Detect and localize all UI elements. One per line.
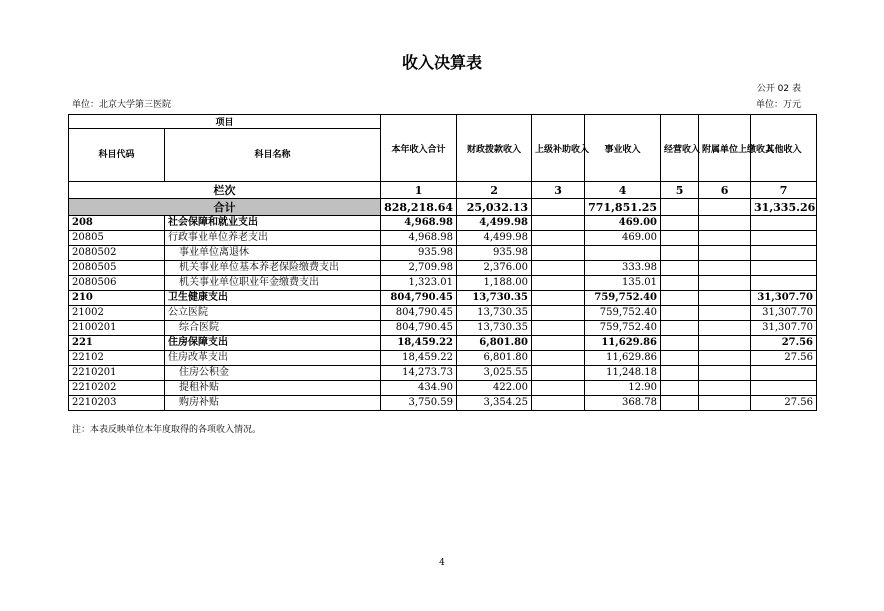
- value-cell: [699, 396, 751, 411]
- value-cell: [661, 276, 699, 291]
- value-cell: [532, 216, 585, 231]
- total-value: [661, 199, 699, 216]
- table-row: [69, 321, 817, 336]
- lanci-label: 栏次: [69, 182, 381, 199]
- header-item: 项目: [69, 115, 381, 129]
- value-cell: 12.90: [585, 381, 661, 396]
- subject-code: 2210203: [69, 396, 165, 411]
- total-label: 合计: [69, 199, 381, 216]
- value-cell: 13,730.35: [457, 306, 532, 321]
- value-cell: 4,499.98: [457, 231, 532, 246]
- value-cell: [532, 246, 585, 261]
- header-col-2: 财政拨款收入: [457, 115, 532, 182]
- header-subject-name: 科目名称: [165, 129, 381, 182]
- subject-code: 2210202: [69, 381, 165, 396]
- value-cell: [699, 261, 751, 276]
- value-cell: [751, 366, 817, 381]
- subject-code: 208: [69, 216, 165, 231]
- value-cell: [532, 291, 585, 306]
- value-cell: 135.01: [585, 276, 661, 291]
- value-cell: 31,307.70: [751, 306, 817, 321]
- income-table: [68, 114, 817, 411]
- table-row: [69, 381, 817, 396]
- value-cell: 6,801.80: [457, 351, 532, 366]
- value-cell: [699, 231, 751, 246]
- value-cell: [751, 231, 817, 246]
- subject-code: 2080502: [69, 246, 165, 261]
- subject-name: 公立医院: [165, 306, 381, 321]
- value-cell: 759,752.40: [585, 306, 661, 321]
- header-col-4: 事业收入: [585, 115, 661, 182]
- subject-code: 21002: [69, 306, 165, 321]
- subject-code: 210: [69, 291, 165, 306]
- subject-name: 行政事业单位养老支出: [165, 231, 381, 246]
- header-col-6: 附属单位上缴收入: [699, 115, 751, 182]
- value-cell: 422.00: [457, 381, 532, 396]
- table-row: [69, 216, 817, 231]
- table-row: [69, 336, 817, 351]
- subject-name: 事业单位离退休: [165, 246, 381, 261]
- total-value: 25,032.13: [457, 199, 532, 216]
- subject-code: 2080506: [69, 276, 165, 291]
- table-row: [69, 396, 817, 411]
- value-cell: [661, 306, 699, 321]
- value-cell: 1,323.01: [381, 276, 457, 291]
- subject-name: 住房保障支出: [165, 336, 381, 351]
- value-cell: [661, 231, 699, 246]
- value-cell: [699, 246, 751, 261]
- table-row: [69, 276, 817, 291]
- value-cell: 27.56: [751, 351, 817, 366]
- value-cell: [661, 246, 699, 261]
- table-row: [69, 306, 817, 321]
- value-cell: 1,188.00: [457, 276, 532, 291]
- value-cell: 2,376.00: [457, 261, 532, 276]
- value-cell: 4,968.98: [381, 216, 457, 231]
- value-cell: [699, 216, 751, 231]
- value-cell: 4,968.98: [381, 231, 457, 246]
- total-value: [699, 199, 751, 216]
- subject-name: 住房改革支出: [165, 351, 381, 366]
- value-cell: [661, 261, 699, 276]
- value-cell: [532, 261, 585, 276]
- value-cell: [751, 261, 817, 276]
- table-row: [69, 261, 817, 276]
- value-cell: [699, 336, 751, 351]
- value-cell: [661, 381, 699, 396]
- value-cell: [532, 321, 585, 336]
- lanci-num: 5: [661, 182, 699, 199]
- value-cell: 935.98: [381, 246, 457, 261]
- table-row: [69, 246, 817, 261]
- subject-name: 社会保障和就业支出: [165, 216, 381, 231]
- value-cell: [532, 381, 585, 396]
- unit-measure: 单位：万元: [755, 100, 801, 110]
- value-cell: 3,025.55: [457, 366, 532, 381]
- value-cell: [699, 276, 751, 291]
- page-number: 4: [439, 558, 445, 568]
- subject-code: 221: [69, 336, 165, 351]
- subject-name: 卫生健康支出: [165, 291, 381, 306]
- form-code: 公开 02 表: [756, 84, 801, 94]
- value-cell: 4,499.98: [457, 216, 532, 231]
- value-cell: 18,459.22: [381, 336, 457, 351]
- value-cell: [661, 336, 699, 351]
- lanci-row: [69, 182, 817, 199]
- lanci-num: 2: [457, 182, 532, 199]
- value-cell: 3,354.25: [457, 396, 532, 411]
- page-title: 收入决算表: [401, 53, 482, 72]
- value-cell: [661, 291, 699, 306]
- header-col-3: 上级补助收入: [532, 115, 585, 182]
- value-cell: [661, 321, 699, 336]
- value-cell: [699, 381, 751, 396]
- value-cell: [532, 231, 585, 246]
- header-row-1: [69, 115, 817, 129]
- table-row: [69, 366, 817, 381]
- value-cell: [661, 216, 699, 231]
- table-row: [69, 351, 817, 366]
- header-col-5: 经营收入: [661, 115, 699, 182]
- value-cell: [532, 336, 585, 351]
- value-cell: [751, 276, 817, 291]
- value-cell: [661, 366, 699, 381]
- header-subject-code: 科目代码: [69, 129, 165, 182]
- total-row: [69, 199, 817, 216]
- value-cell: 469.00: [585, 216, 661, 231]
- value-cell: 804,790.45: [381, 321, 457, 336]
- subject-name: 机关事业单位职业年金缴费支出: [165, 276, 381, 291]
- value-cell: 31,307.70: [751, 321, 817, 336]
- header-col-7: 其他收入: [751, 115, 817, 182]
- value-cell: [699, 366, 751, 381]
- subject-name: 提租补贴: [165, 381, 381, 396]
- value-cell: [699, 291, 751, 306]
- lanci-num: 4: [585, 182, 661, 199]
- lanci-num: 6: [699, 182, 751, 199]
- value-cell: [532, 351, 585, 366]
- value-cell: [751, 246, 817, 261]
- value-cell: [661, 351, 699, 366]
- value-cell: [661, 396, 699, 411]
- value-cell: 27.56: [751, 396, 817, 411]
- subject-name: 综合医院: [165, 321, 381, 336]
- unit-name: 单位：北京大学第三医院: [72, 100, 172, 110]
- value-cell: 759,752.40: [585, 291, 661, 306]
- value-cell: [532, 366, 585, 381]
- value-cell: 804,790.45: [381, 306, 457, 321]
- value-cell: 6,801.80: [457, 336, 532, 351]
- value-cell: 13,730.35: [457, 291, 532, 306]
- value-cell: 31,307.70: [751, 291, 817, 306]
- value-cell: 759,752.40: [585, 321, 661, 336]
- value-cell: [699, 321, 751, 336]
- subject-code: 2080505: [69, 261, 165, 276]
- value-cell: 14,273.73: [381, 366, 457, 381]
- subject-code: 2100201: [69, 321, 165, 336]
- subject-code: 22102: [69, 351, 165, 366]
- value-cell: [751, 381, 817, 396]
- value-cell: [532, 396, 585, 411]
- subject-code: 2210201: [69, 366, 165, 381]
- value-cell: 935.98: [457, 246, 532, 261]
- value-cell: 804,790.45: [381, 291, 457, 306]
- subject-name: 购房补贴: [165, 396, 381, 411]
- table-row: [69, 231, 817, 246]
- value-cell: 368.78: [585, 396, 661, 411]
- total-value: 31,335.26: [751, 199, 817, 216]
- value-cell: 11,629.86: [585, 351, 661, 366]
- value-cell: 27.56: [751, 336, 817, 351]
- subject-code: 20805: [69, 231, 165, 246]
- value-cell: 11,248.18: [585, 366, 661, 381]
- header-col-1: 本年收入合计: [381, 115, 457, 182]
- value-cell: [751, 216, 817, 231]
- total-value: 771,851.25: [585, 199, 661, 216]
- lanci-num: 1: [381, 182, 457, 199]
- lanci-num: 3: [532, 182, 585, 199]
- value-cell: 434.90: [381, 381, 457, 396]
- value-cell: [532, 276, 585, 291]
- lanci-num: 7: [751, 182, 817, 199]
- value-cell: 2,709.98: [381, 261, 457, 276]
- value-cell: 13,730.35: [457, 321, 532, 336]
- value-cell: 333.98: [585, 261, 661, 276]
- value-cell: 3,750.59: [381, 396, 457, 411]
- total-value: 828,218.64: [381, 199, 457, 216]
- value-cell: [585, 246, 661, 261]
- value-cell: 18,459.22: [381, 351, 457, 366]
- subject-name: 住房公积金: [165, 366, 381, 381]
- total-value: [532, 199, 585, 216]
- value-cell: 11,629.86: [585, 336, 661, 351]
- table-note: 注：本表反映单位本年度取得的各项收入情况。: [72, 425, 262, 435]
- subject-name: 机关事业单位基本养老保险缴费支出: [165, 261, 381, 276]
- value-cell: 469.00: [585, 231, 661, 246]
- value-cell: [699, 306, 751, 321]
- table-row: [69, 291, 817, 306]
- value-cell: [532, 306, 585, 321]
- value-cell: [699, 351, 751, 366]
